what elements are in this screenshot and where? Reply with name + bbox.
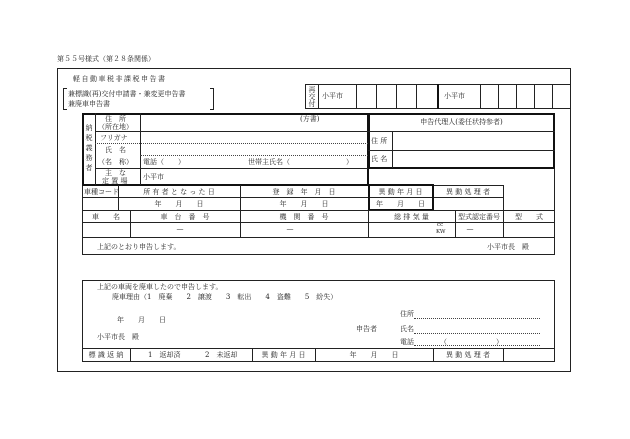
header-displacement: 総 排 気 量: [394, 213, 429, 221]
form-number: 第５５号様式（第２８条関係）: [57, 55, 155, 63]
cell-border: [82, 210, 555, 211]
chassis-number-value: —: [176, 225, 184, 233]
ownership-date-value: 年 月 日: [154, 200, 204, 208]
model-cert-value: —: [466, 225, 474, 233]
option-returned: 1 返却済: [148, 351, 181, 359]
reissue-city-b: 小平市: [444, 92, 465, 100]
header-chassis-number: 車 台 番 号: [160, 213, 210, 221]
dotted-divider: [414, 318, 540, 319]
scrap-reason: 廃車理由（1 廃棄 2 譲渡 3 転出 4 盗難 5 紛失）: [112, 293, 338, 301]
declaration-addressee: 小平市長 殿: [487, 243, 529, 251]
cell-border: [95, 113, 96, 185]
registration-date-label: 登 録 年 月 日: [272, 188, 336, 196]
cell-border: [82, 348, 555, 349]
cell-border: [318, 84, 319, 109]
cell-border: [416, 84, 417, 109]
subtitle-line2: 兼廃車申告書: [68, 100, 110, 108]
cell-border: [498, 84, 499, 109]
cell-border: [433, 185, 503, 186]
engine-number-value: —: [286, 225, 294, 233]
cell-border: [480, 84, 481, 109]
cell-border: [82, 197, 503, 198]
cell-border: [140, 113, 141, 185]
furigana-label: フリガナ: [100, 134, 128, 142]
cell-border: [376, 84, 377, 109]
plate-change-date-value: 年 月 日: [349, 351, 399, 359]
declaration-statement: 上記のとおり申告します。: [97, 243, 181, 251]
change-date-value: 年 月 日: [376, 200, 425, 208]
dotted-divider: [414, 333, 540, 334]
phone-label: 電話（ ）: [143, 158, 185, 166]
dotted-divider: [140, 155, 368, 156]
agent-name-label: 氏 名: [371, 155, 388, 163]
storage-value: 小平市: [143, 173, 164, 181]
name-label: 氏 名: [105, 146, 126, 154]
reissue-city-a: 小平市: [322, 92, 343, 100]
right-bracket: [210, 88, 214, 110]
scrap-statement: 上記の車両を廃車したので申告します。: [97, 283, 223, 291]
header-model: 型 式: [515, 213, 543, 221]
cell-border: [368, 150, 555, 151]
scrap-addressee: 小平市長 殿: [97, 333, 139, 341]
cell-border: [95, 168, 368, 169]
cell-border: [437, 84, 439, 109]
header-engine-number: 機 関 番 号: [279, 213, 329, 221]
agent-header: 申告代理人(委任状持参者): [420, 118, 503, 126]
declarant-name-label: 氏名: [400, 325, 414, 333]
cell-border: [534, 84, 535, 109]
apartment-label: (方書): [300, 115, 320, 123]
option-not-returned: 2 未返却: [205, 351, 238, 359]
household-head-label: 世帯主氏名（ ）: [248, 158, 353, 166]
scrap-date: 年 月 日: [117, 316, 166, 324]
left-bracket: [63, 88, 67, 110]
taxpayer-section-label: 納税義務者: [85, 124, 93, 174]
cell-border: [82, 222, 555, 223]
unit-kw: KW: [436, 229, 446, 235]
vehicle-code-label: 車種コード: [84, 188, 119, 196]
dotted-divider: [414, 345, 540, 346]
storage-label-line2: 定 置 場: [102, 177, 128, 185]
address-label: 住 所: [105, 115, 126, 123]
cell-border: [368, 131, 555, 132]
header-model-cert: 型式認定番号: [458, 213, 500, 221]
declarant-address-label: 住所: [400, 310, 414, 318]
address-sub-label: （所在地）: [98, 123, 133, 131]
cell-border: [356, 84, 357, 109]
agent-address-label: 住 所: [371, 137, 388, 145]
cell-border: [503, 185, 504, 210]
cell-border: [503, 348, 504, 362]
form-title: 軽自動車税非課税申告書: [73, 75, 167, 83]
reissue-label: 再交付: [308, 86, 316, 107]
ownership-date-label: 所 有 者 と な っ た 日: [143, 188, 215, 196]
name-sub-label: （名 称）: [98, 158, 133, 166]
cell-border: [552, 84, 553, 109]
storage-label-line1: 主 な: [105, 169, 126, 177]
declarant-phone-label: 電話: [400, 338, 414, 346]
plate-processor-label: 異 動 処 理 者: [446, 351, 490, 359]
dotted-divider: [95, 143, 368, 144]
cell-border: [396, 84, 397, 109]
processor-label: 異 動 処 理 者: [446, 188, 490, 196]
plate-return-label: 標 識 返 納: [88, 351, 124, 359]
declarant-label: 申告者: [356, 325, 377, 333]
registration-date-value: 年 月 日: [279, 200, 329, 208]
header-vehicle-name: 車 名: [92, 213, 120, 221]
declarant-phone-parens: （ ）: [440, 338, 503, 346]
change-date-label: 異 動 年 月 日: [378, 188, 423, 196]
subtitle-line1: 兼標識(再)交付申請書・兼変更申告書: [68, 90, 186, 98]
cell-border: [130, 348, 131, 362]
cell-border: [82, 237, 555, 238]
unit-cc: cc: [437, 222, 444, 228]
cell-border: [516, 84, 517, 109]
plate-change-date-label: 異 動 年 月 日: [261, 351, 306, 359]
cell-border: [95, 131, 368, 132]
